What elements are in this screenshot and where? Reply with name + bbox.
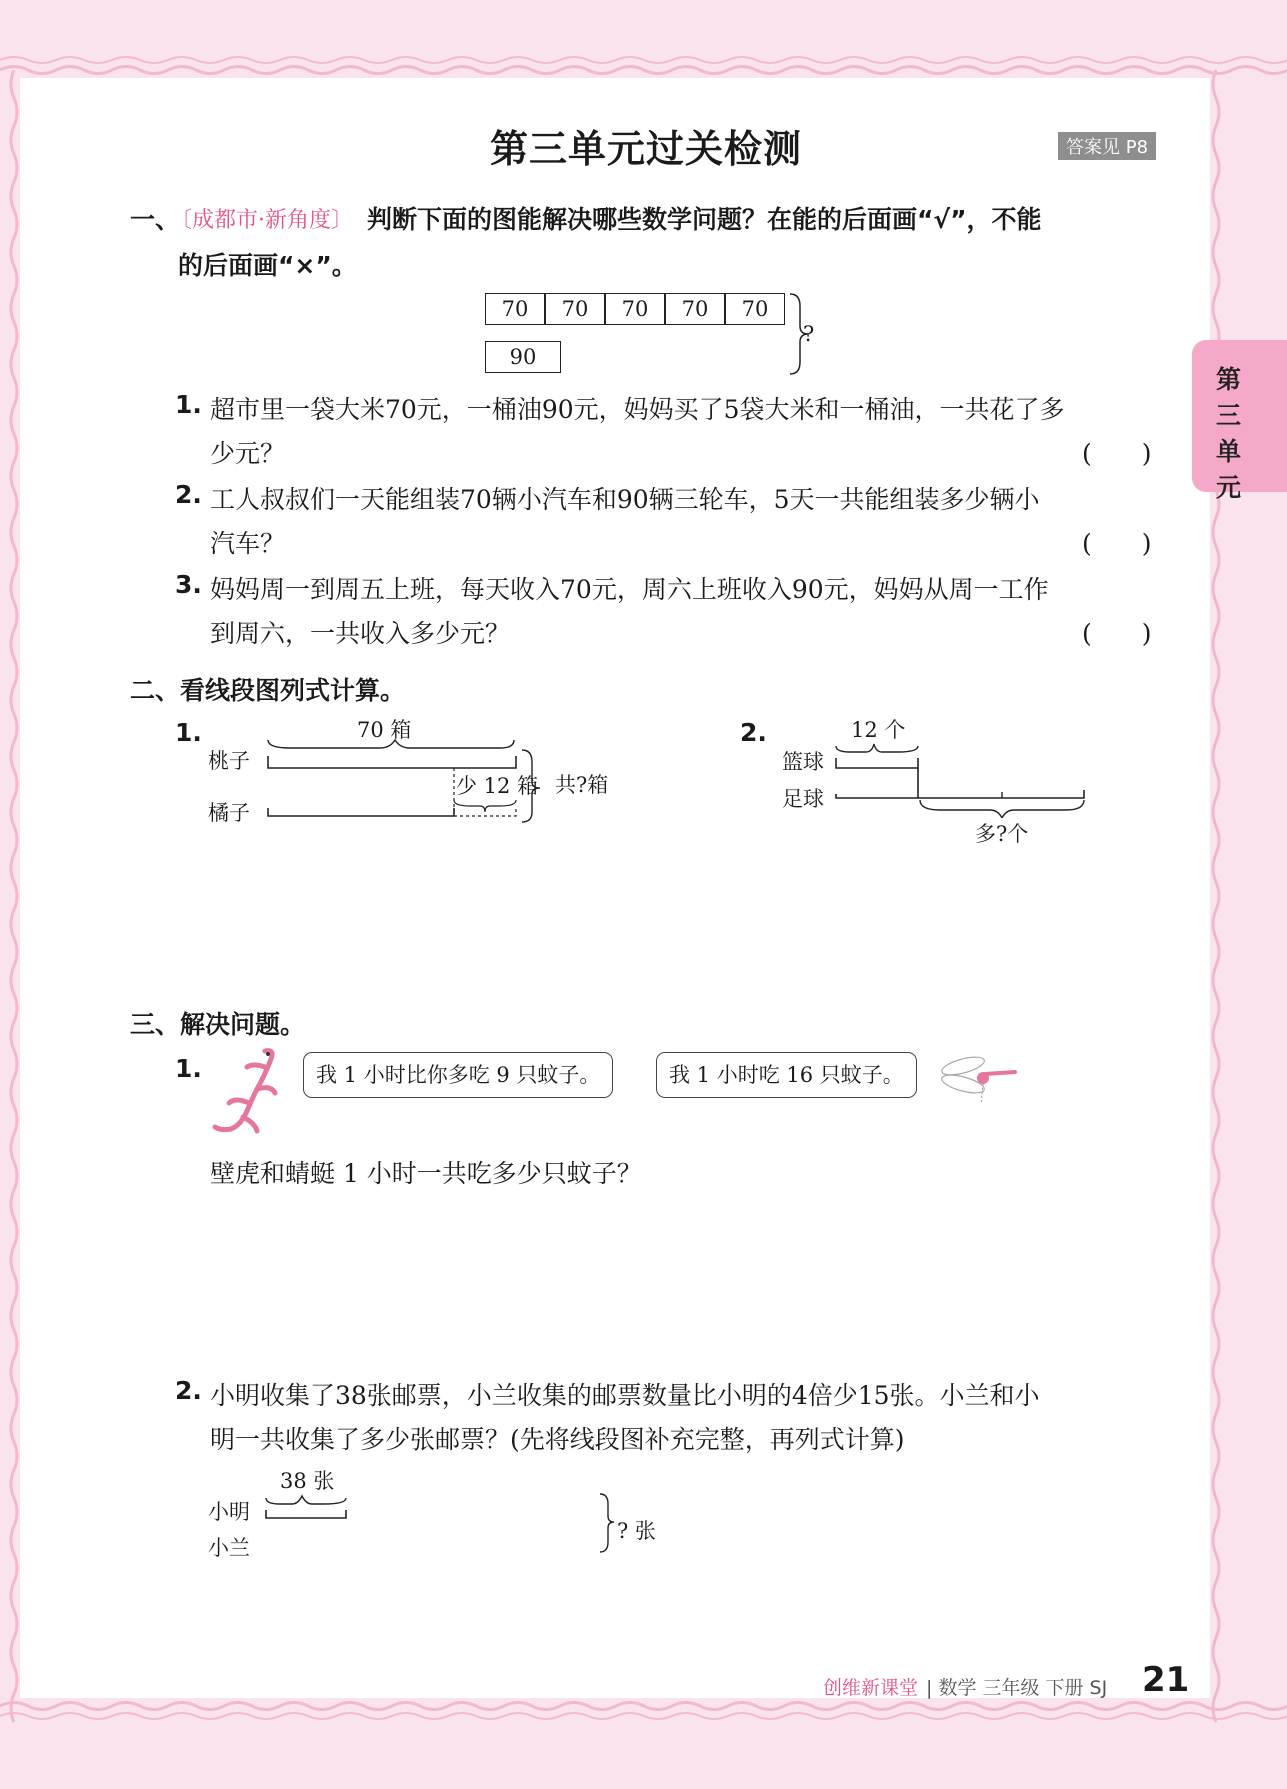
q2-row2-label: 小兰: [208, 1536, 250, 1560]
item1-number: 1.: [175, 390, 202, 419]
diagram1-row2-label: 橘子: [208, 801, 250, 825]
diagram2-number: 2.: [740, 718, 767, 747]
box-70-3: 70: [605, 293, 665, 325]
section1-instruction-line1: 判断下面的图能解决哪些数学问题？在能的后面画“√”，不能: [367, 205, 1042, 234]
diagram1-total-label: 共?箱: [555, 773, 609, 797]
item3-answer-blank[interactable]: ( ): [1082, 619, 1152, 648]
box-70-1: 70: [485, 293, 545, 325]
unit-side-tab: [1192, 340, 1287, 502]
q2-line2: 明一共收集了多少张邮票？(先将线段图补充完整，再列式计算): [210, 1425, 905, 1454]
page-number: 21: [1142, 1660, 1190, 1700]
q2-line1: 小明收集了38张邮票，小兰收集的邮票数量比小明的4倍少15张。小兰和小: [210, 1381, 1040, 1410]
answer-reference-badge: 答案见 P8: [1058, 132, 1156, 160]
gecko-icon: [205, 1045, 285, 1135]
section3-heading: 三、解决问题。: [130, 1010, 306, 1039]
diagram1-number: 1.: [175, 718, 202, 747]
q2-row1-label: 小明: [208, 1500, 250, 1524]
q1-question: 壁虎和蜻蜓 1 小时一共吃多少只蚊子？: [210, 1159, 642, 1188]
gecko-speech-bubble: 我 1 小时比你多吃 9 只蚊子。: [303, 1052, 613, 1098]
item2-answer-blank[interactable]: ( ): [1082, 529, 1152, 558]
q2-top-label: 38 张: [280, 1469, 335, 1493]
section1-number: 一、: [130, 205, 181, 234]
box-70-2: 70: [545, 293, 605, 325]
diagram1-segments: [260, 738, 550, 828]
footer-info: | 数学 三年级 下册 SJ: [926, 1677, 1108, 1699]
box-90: 90: [485, 341, 561, 373]
box-70-4: 70: [665, 293, 725, 325]
diagram2-row2-label: 足球: [782, 787, 824, 811]
item1-answer-blank[interactable]: ( ): [1082, 439, 1152, 468]
diagram1-question: ?: [803, 322, 815, 346]
item2-line2: 汽车？: [210, 529, 286, 558]
diagram1-diff-label: 少 12 箱: [456, 774, 539, 798]
diagram2-more-label: 多?个: [975, 822, 1029, 846]
page-title: 第三单元过关检测: [490, 127, 803, 171]
unit-tab-label: 第三单元: [1216, 365, 1242, 502]
item2-line1: 工人叔叔们一天能组装70辆小汽车和90辆三轮车，5天一共能组装多少辆小: [210, 485, 1040, 514]
q1-number: 1.: [175, 1054, 202, 1083]
q2-number: 2.: [175, 1376, 202, 1405]
item1-line2: 少元？: [210, 439, 286, 468]
diagram1-row1-label: 桃子: [208, 749, 250, 773]
item1-line1: 超市里一袋大米70元，一桶油90元，妈妈买了5袋大米和一桶油，一共花了多: [210, 395, 1065, 424]
diagram2-segments: [830, 738, 1090, 818]
section1-instruction-line2: 的后面画“×”。: [178, 251, 357, 280]
q2-total-label: ? 张: [617, 1519, 656, 1543]
item3-number: 3.: [175, 570, 202, 599]
diagram2-top-label: 12 个: [851, 718, 906, 742]
dragonfly-speech-bubble: 我 1 小时吃 16 只蚊子。: [656, 1052, 917, 1098]
section1-tag: 〔成都市·新角度〕: [170, 208, 353, 233]
section2-heading: 二、看线段图列式计算。: [130, 676, 406, 705]
q2-segments: [262, 1490, 622, 1560]
dragonfly-icon: [935, 1048, 1020, 1108]
item2-number: 2.: [175, 480, 202, 509]
item3-line1: 妈妈周一到周五上班，每天收入70元，周六上班收入90元，妈妈从周一工作: [210, 575, 1049, 604]
footer-brand: 创维新课堂: [823, 1677, 919, 1699]
diagram1-top-label: 70 箱: [357, 718, 412, 742]
box-70-5: 70: [725, 293, 785, 325]
item3-line2: 到周六，一共收入多少元？: [210, 619, 511, 648]
diagram2-row1-label: 篮球: [782, 750, 824, 774]
